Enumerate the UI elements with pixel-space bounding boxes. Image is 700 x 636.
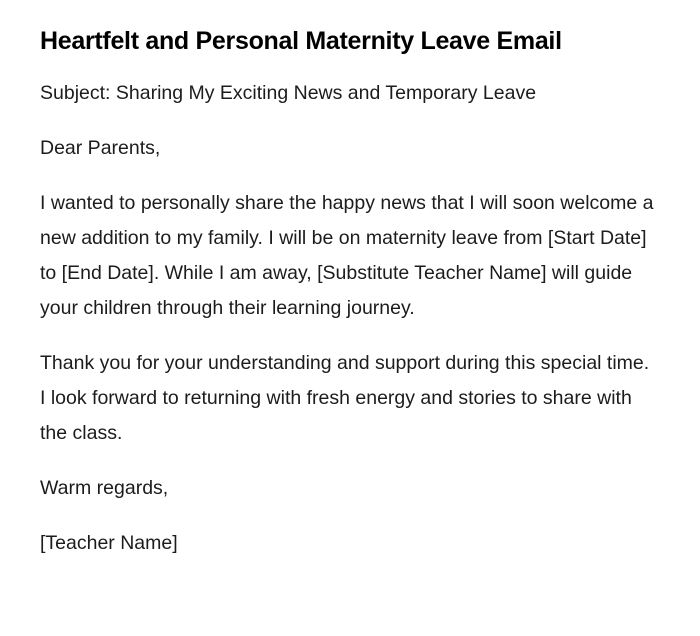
- document-title: Heartfelt and Personal Maternity Leave Email: [40, 27, 562, 55]
- email-document: [40, 22, 660, 581]
- email-signature: [Teacher Name]: [40, 532, 178, 554]
- email-subject: Subject: Sharing My Exciting News and Temporary Leave: [40, 82, 537, 104]
- email-salutation: Dear Parents,: [40, 137, 161, 159]
- email-body-paragraph-2: Thank you for your understanding and support during this special time. I look forward to returning with fresh energy and stories to share with the class.: [40, 352, 650, 444]
- email-body-paragraph-1: I wanted to personally share the happy news that I will soon welcome a new addition to my family. I will be on maternity leave from [Start Date] to [End Date]. While I am away, [Substitute Teacher Name] will guide your children through their learning journey.: [40, 192, 654, 319]
- email-closing: Warm regards,: [40, 477, 169, 499]
